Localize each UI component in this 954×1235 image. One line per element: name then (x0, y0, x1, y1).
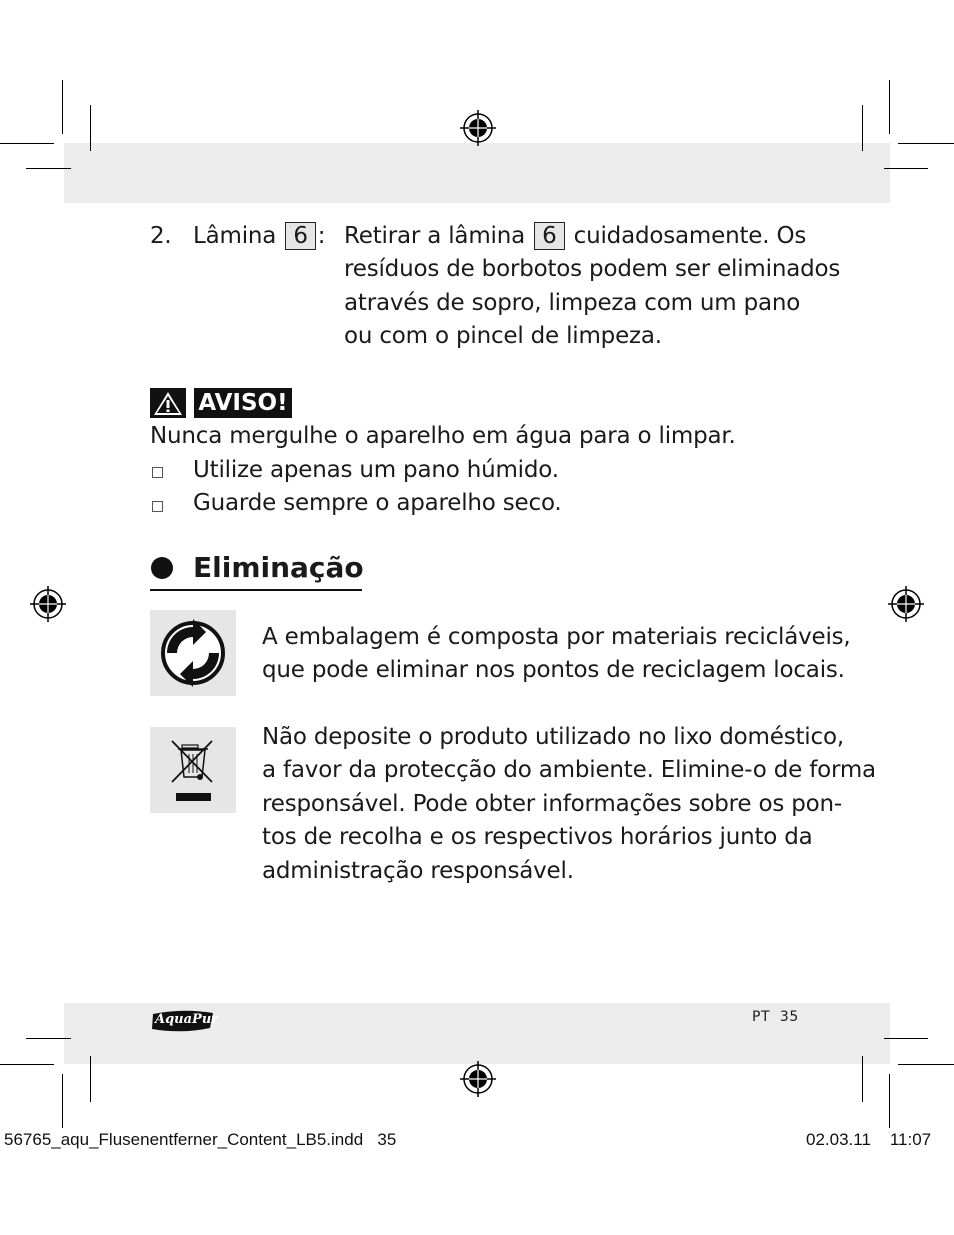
disposal-line-1: Não deposite o produto utilizado no lixo doméstico, (262, 724, 844, 750)
registration-mark-bottom-icon (460, 1061, 496, 1097)
warning-bullet-2: Guarde sempre o aparelho seco. (193, 490, 562, 516)
registration-mark-top-icon (460, 110, 496, 146)
slug-time-value: 11:07 (889, 1130, 932, 1149)
green-dot-recycle-icon (150, 610, 236, 696)
bullet-square-icon (152, 467, 163, 478)
page-num: 35 (779, 1009, 799, 1025)
disposal-line-5: administração responsável. (262, 858, 574, 884)
step-label (193, 220, 325, 254)
warning-bullet-1: Utilize apenas um pano húmido. (193, 457, 559, 483)
recycle-line-2: que pode eliminar nos pontos de reciclagem locais. (262, 657, 845, 683)
step-line-1-a: Retirar a lâmina (344, 223, 525, 249)
warning-label: AVISO! (194, 388, 292, 418)
step-line-1-ref-box: 6 (534, 222, 564, 250)
header-band (64, 143, 890, 203)
step-colon: : (317, 223, 326, 249)
step-label-text: Lâmina (193, 223, 277, 249)
step-ref-box: 6 (285, 222, 315, 250)
slug-file (4, 1130, 396, 1150)
step-line-2: resíduos de borbotos podem ser eliminados (344, 256, 841, 282)
registration-mark-right-icon (888, 586, 924, 622)
slug-date-value: 02.03.11 (806, 1130, 871, 1149)
step-line-4: ou com o pincel de limpeza. (344, 323, 662, 349)
step-line-3: através de sopro, limpeza com um pano (344, 290, 801, 316)
warning-text: Nunca mergulhe o aparelho em água para o limpar. (150, 423, 736, 449)
page-lang: PT (752, 1009, 770, 1025)
slug-date (806, 1130, 931, 1150)
disposal-line-4: tos de recolha e os respectivos horários junto da (262, 824, 813, 850)
registration-mark-left-icon (30, 586, 66, 622)
warning-triangle-icon (150, 388, 186, 418)
step-line-1-b: cuidadosamente. Os (573, 223, 807, 249)
section-underline (150, 589, 362, 591)
brand-name: AquaPur (155, 1012, 219, 1027)
page-number (752, 1008, 799, 1026)
section-bullet-icon (151, 557, 173, 579)
recycle-line-1: A embalagem é composta por materiais recicláveis, (262, 624, 851, 650)
slug-file-page: 35 (377, 1130, 397, 1149)
section-title: Eliminação (193, 551, 364, 584)
disposal-line-2: a favor da protecção do ambiente. Elimine-o de forma (262, 757, 876, 783)
disposal-line-3: responsável. Pode obter informações sobre os pon- (262, 791, 843, 817)
bullet-square-icon (152, 501, 163, 512)
crossed-bin-icon (150, 727, 236, 813)
step-number: 2. (150, 223, 172, 249)
slug-file-name: 56765_aqu_Flusenentferner_Content_LB5.indd (4, 1130, 364, 1149)
step-line-1 (344, 220, 806, 254)
aquapur-logo (150, 1008, 219, 1034)
